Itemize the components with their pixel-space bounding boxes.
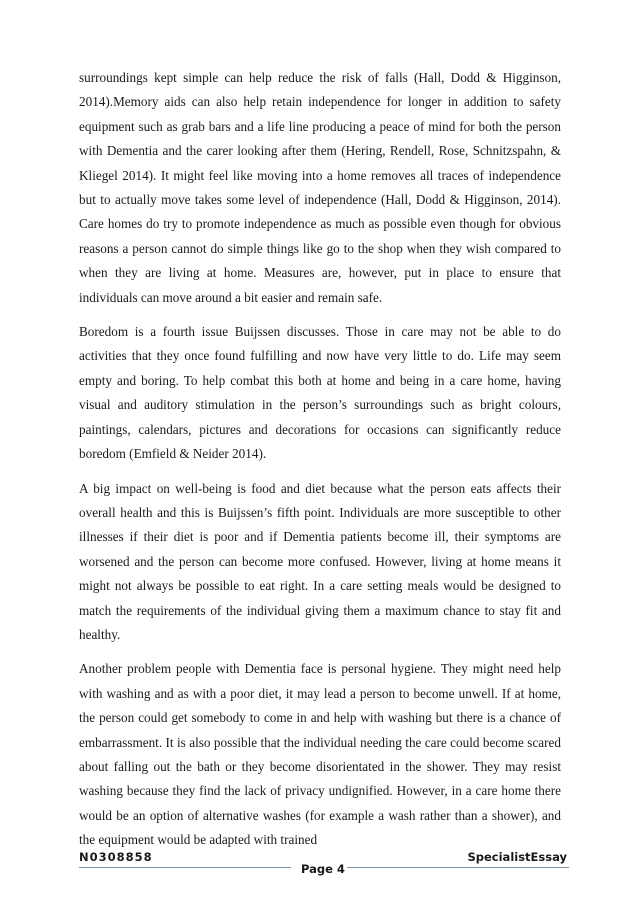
paragraph-2: Boredom is a fourth issue Buijssen discusses. Those in care may not be able to do activities that they once found fulfilling and now have very little to do. Life may seem empty and boring. To help combat this both at home and being in a care home, having visual and auditory stimulation in the person’s surroundings such as bright colours, paintings, calendars, pictures and decorations for occasions can significantly reduce boredom (Emfield & Neider 2014).	[79, 324, 561, 462]
paragraph-1: surroundings kept simple can help reduce the risk of falls (Hall, Dodd & Higginson, 2014).Memory aids can also help retain independence for longer in addition to safety equipment such as grab bars and a life line producing a peace of mind for both the person with Dementia and the carer looking after them (Hering, Rendell, Rose, Schnitzspahn, & Kliegel 2014). It might feel like moving into a home removes all traces of independence but to actually move takes some level of independence (Hall, Dodd & Higginson, 2014). Care homes do try to promote independence as much as possible even though for obvious reasons a person cannot do simple things like go to the shop when they wish compared to when they are living at home. Measures are, however, put in place to ensure that individuals can move around a bit easier and remain safe.	[79, 70, 561, 305]
page-footer	[79, 850, 569, 878]
student-code: N0308858	[79, 850, 153, 864]
paragraph-3: A big impact on well-being is food and diet because what the person eats affects their overall health and this is Buijssen’s fifth point. Individuals are more susceptible to other illnesses if their diet is poor and if Dementia patients become ill, their symptoms are worsened and the person can become more confused. However, living at home means it might not always be possible to eat right. In a care setting meals would be designed to match the requirements of the individual giving them a maximum chance to stay fit and healthy.	[79, 480, 561, 642]
footer-rule-right	[347, 867, 569, 868]
footer-rule-left	[79, 867, 291, 868]
body-text	[79, 66, 561, 863]
page-number: Page 4	[301, 862, 345, 876]
paragraph-4: Another problem people with Dementia face is personal hygiene. They might need help with washing and as with a poor diet, it may lead a person to become unwell. If at home, the person could get somebody to come in and help with washing but there is a chance of embarrassment. It is also possible that the individual needing the care could become scared about falling out the bath or they become disorientated in the shower. They may resist washing because they find the lack of privacy undignified. However, in a care home there would be an option of alternative washes (for example a wash rather than a shower), and the equipment would be adapted with trained	[79, 661, 561, 848]
brand-name: SpecialistEssay	[467, 850, 567, 864]
